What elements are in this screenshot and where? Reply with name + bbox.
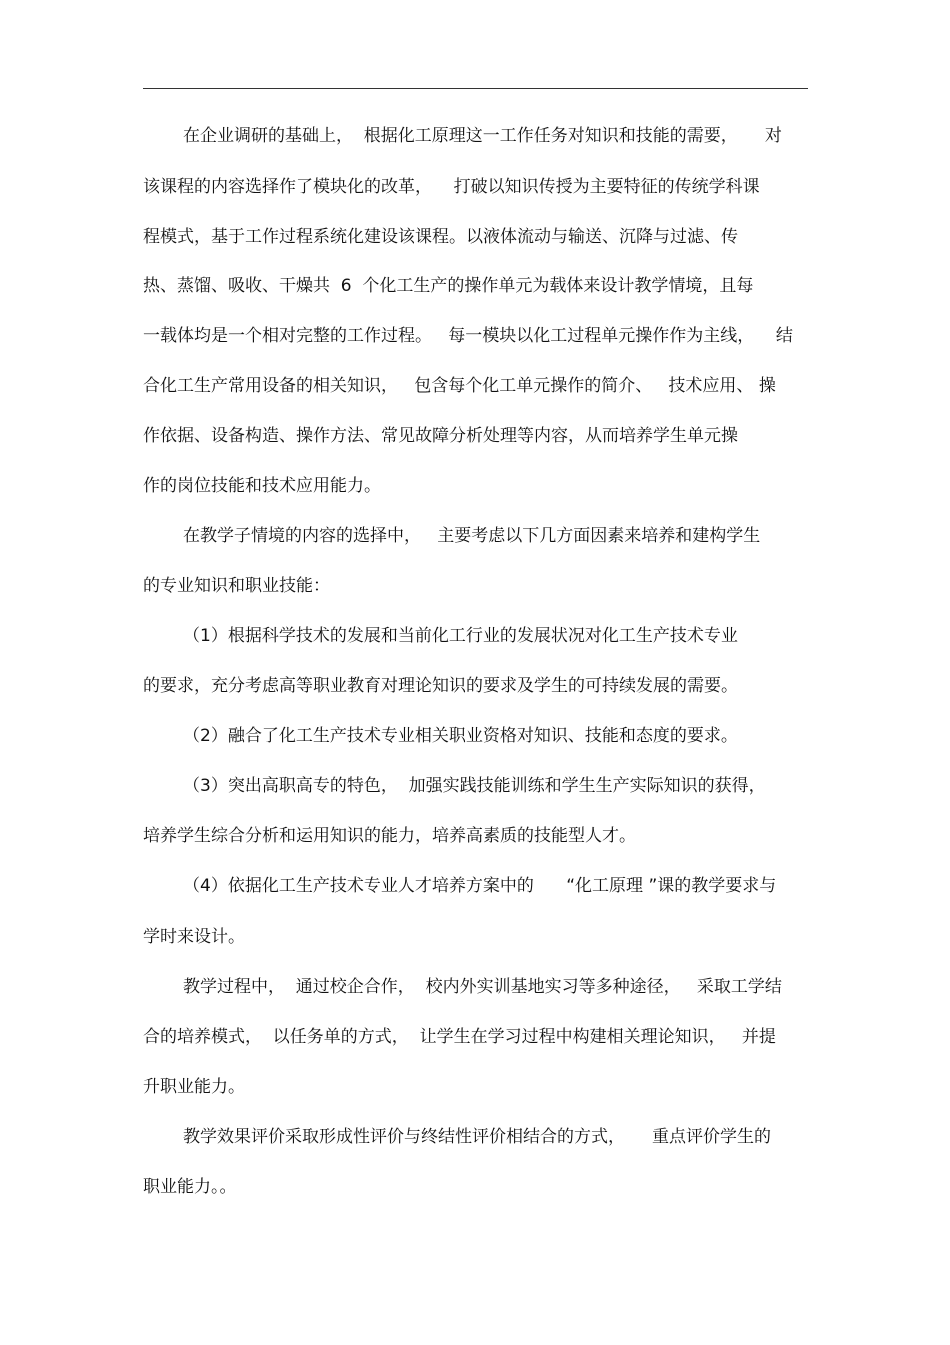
text-line: 的专业知识和职业技能： [143,576,330,596]
text-line: 的要求，充分考虑高等职业教育对理论知识的要求及学生的可持续发展的需要。 [143,676,738,696]
text-line: 作的岗位技能和技术应用能力。 [143,476,381,496]
text-line: 热、蒸馏、吸收、干燥共 6 个化工生产的操作单元为载体来设计教学情境，且每 [143,276,754,296]
text-line: 合的培养模式， 以任务单的方式， 让学生在学习过程中构建相关理论知识， 并提 [143,1027,776,1047]
text-line: 在教学子情境的内容的选择中， 主要考虑以下几方面因素来培养和建构学生 [183,526,761,546]
text-line: 学时来设计。 [143,927,245,947]
text-line: 职业能力。。 [143,1177,237,1197]
text-line: 培养学生综合分析和运用知识的能力，培养高素质的技能型人才。 [143,826,636,846]
text-line: （2）融合了化工生产技术专业相关职业资格对知识、技能和态度的要求。 [183,726,738,746]
text-line: （1）根据科学技术的发展和当前化工行业的发展状况对化工生产技术专业 [183,626,738,646]
text-line: （4）依据化工生产技术专业人才培养方案中的 “化工原理 ”课的教学要求与 [183,876,777,896]
text-line: 合化工生产常用设备的相关知识， 包含每个化工单元操作的简介、 技术应用、 操 [143,376,776,396]
text-line: 程模式，基于工作过程系统化建设该课程。以液体流动与输送、沉降与过滤、传 [143,227,738,247]
text-line: 教学过程中， 通过校企合作， 校内外实训基地实习等多种途径， 采取工学结 [183,977,782,997]
text-line: （3）突出高职高专的特色， 加强实践技能训练和学生生产实际知识的获得， [183,776,766,796]
text-line: 一载体均是一个相对完整的工作过程。 每一模块以化工过程单元操作作为主线， 结 [143,326,793,346]
text-line: 教学效果评价采取形成性评价与终结性评价相结合的方式， 重点评价学生的 [183,1127,772,1147]
text-line: 在企业调研的基础上， 根据化工原理这一工作任务对知识和技能的需要， 对 [183,126,782,146]
header-rule [143,88,808,89]
text-line: 该课程的内容选择作了模块化的改革， 打破以知识传授为主要特征的传统学科课 [143,177,760,197]
text-line: 升职业能力。 [143,1077,245,1097]
text-line: 作依据、设备构造、操作方法、常见故障分析处理等内容，从而培养学生单元操 [143,426,738,446]
